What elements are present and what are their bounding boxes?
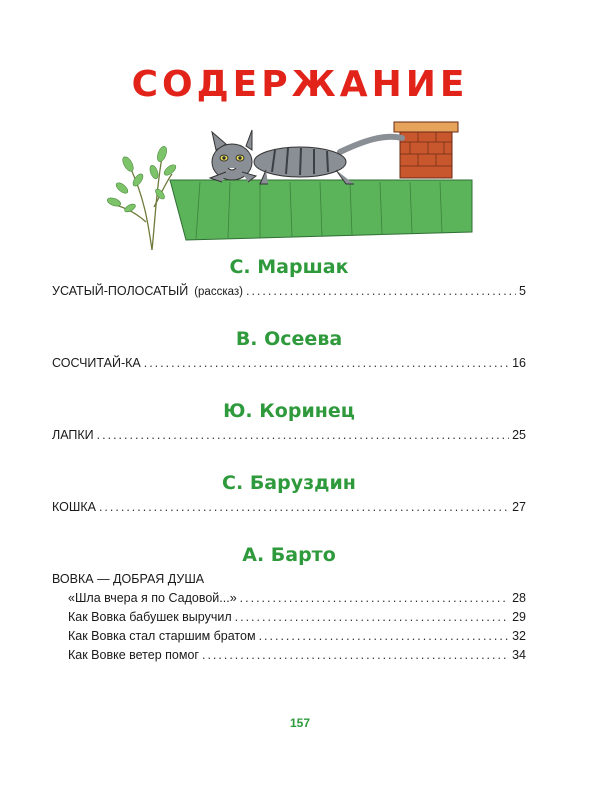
page-number: 157 xyxy=(289,716,311,730)
entry-title: СОСЧИТАЙ-КА xyxy=(52,356,141,370)
brick-chimney xyxy=(394,122,458,178)
bush-branches xyxy=(112,157,172,250)
entry-page: 29 xyxy=(512,610,526,624)
cat xyxy=(210,130,402,184)
entry-page: 34 xyxy=(512,648,526,662)
table-of-contents xyxy=(52,252,526,665)
author-heading: С. Маршак xyxy=(229,256,349,278)
entry-page: 28 xyxy=(512,591,526,605)
dot-leader xyxy=(235,608,509,627)
author-heading: В. Осеева xyxy=(235,328,343,350)
collection-heading: ВОВКА — ДОБРАЯ ДУША xyxy=(52,572,205,586)
entry-title: Как Вовке ветер помог xyxy=(68,648,199,662)
dot-leader xyxy=(99,498,509,517)
page-title: СОДЕРЖАНИЕ xyxy=(131,64,469,105)
entry-page: 5 xyxy=(519,284,526,298)
entry-title: КОШКА xyxy=(52,500,96,514)
entry-note: (рассказ) xyxy=(194,286,243,298)
dot-leader xyxy=(240,589,509,608)
entry-page: 25 xyxy=(512,428,526,442)
dot-leader xyxy=(97,426,509,445)
author-heading: С. Баруздин xyxy=(222,472,356,494)
toc-entry[interactable] xyxy=(52,426,526,445)
entry-page: 27 xyxy=(512,500,526,514)
entry-page: 16 xyxy=(512,356,526,370)
toc-entry[interactable] xyxy=(52,627,526,646)
entry-title: ЛАПКИ xyxy=(52,428,94,442)
dot-leader xyxy=(246,282,516,301)
toc-entry[interactable] xyxy=(52,589,526,608)
toc-entry[interactable] xyxy=(52,282,526,301)
author-heading: Ю. Коринец xyxy=(223,400,355,422)
entry-title: Как Вовка стал старшим братом xyxy=(68,629,256,643)
toc-entry[interactable] xyxy=(52,354,526,373)
toc-entry[interactable] xyxy=(52,608,526,627)
author-heading: А. Барто xyxy=(242,544,336,566)
entry-page: 32 xyxy=(512,629,526,643)
entry-title: УСАТЫЙ-ПОЛОСАТЫЙ xyxy=(52,284,189,298)
cat-on-roof-illustration xyxy=(100,112,480,250)
bush-leaves xyxy=(106,145,177,213)
dot-leader xyxy=(202,646,509,665)
dot-leader xyxy=(144,354,509,373)
entry-title: Как Вовка бабушек выручил xyxy=(68,610,232,624)
entry-title: «Шла вчера я по Садовой...» xyxy=(68,591,237,605)
dot-leader xyxy=(259,627,510,646)
toc-entry[interactable] xyxy=(52,646,526,665)
toc-entry[interactable] xyxy=(52,498,526,517)
